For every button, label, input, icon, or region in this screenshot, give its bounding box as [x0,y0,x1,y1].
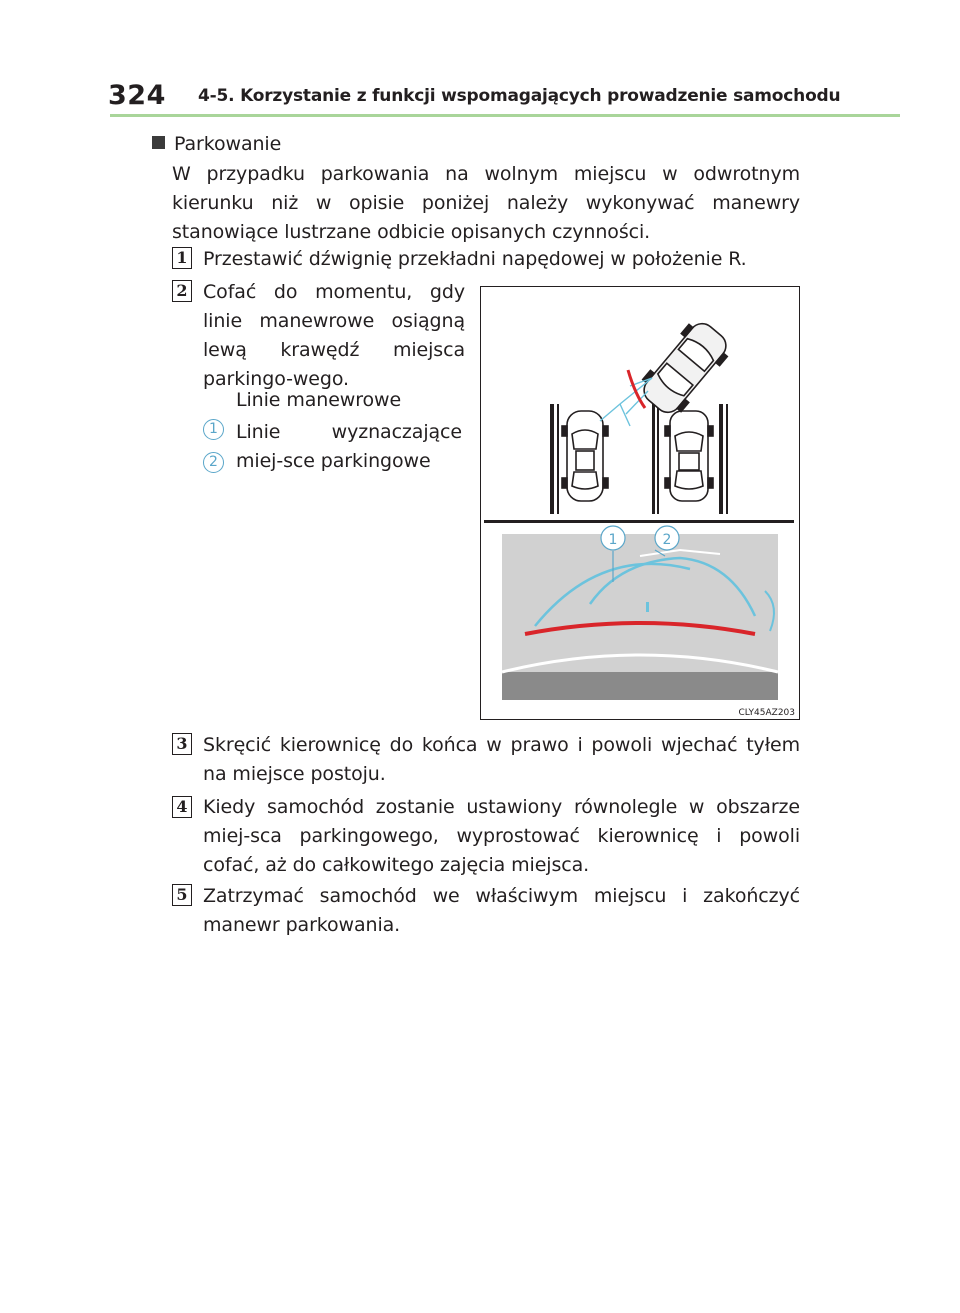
step-text-1: Przestawić dźwignię przekładni napędowej w położenie R. [203,248,747,270]
step-number-3: 3 [172,733,192,755]
step-number-5: 5 [172,884,192,906]
step-number-1: 1 [172,247,192,269]
section-heading-text: Parkowanie [174,133,282,155]
step-number-2: 2 [172,280,192,302]
figure-code: CLY45AZ203 [738,708,795,718]
figure-separator [484,520,794,523]
legend-text-2: Linie wyznaczające miej-sce parkingowe [236,421,462,472]
stall-line [657,404,659,514]
step-number-4: 4 [172,796,192,818]
step-text-5: Zatrzymać samochód we właściwym miejscu i zakończyć manewr parkowania. [203,885,800,936]
parked-car-left [562,411,608,501]
parking-illustration [480,286,800,720]
callout-label-1: 1 [608,532,618,548]
header-divider [110,114,900,117]
square-bullet-icon [152,136,165,149]
legend-text-1: Linie manewrowe [236,389,402,411]
bumper-area [502,672,778,700]
center-mark [646,602,649,612]
legend-number-2: 2 [203,452,224,473]
legend-number-1: 1 [203,419,224,440]
stall-line [557,404,559,514]
intro-paragraph: W przypadku parkowania na wolnym miejscu w odwrotnym kierunku niż w opisie poniżej należy wykonywać manewry stanowiące lustrzane odbicie opisanych czynności. [172,163,800,243]
stall-line [550,404,554,514]
stall-line [719,404,723,514]
parking-diagram-svg [480,286,800,720]
section-heading [152,130,281,159]
page-number: 324 [108,80,166,111]
stall-line [652,404,655,514]
header-section-title: 4-5. Korzystanie z funkcji wspomagających prowadzenie samochodu [198,86,841,106]
step-text-4: Kiedy samochód zostanie ustawiony równolegle w obszarze miej-sca parkingowego, wyprostować kierownicę i powoli cofać, aż do całkowitego zajęcia miejsca. [203,796,800,876]
step-text-2: Cofać do momentu, gdy linie manewrowe osiągną lewą krawędź miejsca parkingo-wego. [203,281,465,390]
stall-line [726,404,728,514]
callout-label-2: 2 [662,532,672,548]
step-text-3: Skręcić kierownicę do końca w prawo i powoli wjechać tyłem na miejsce postoju. [203,734,800,785]
parked-car-right [665,411,713,501]
